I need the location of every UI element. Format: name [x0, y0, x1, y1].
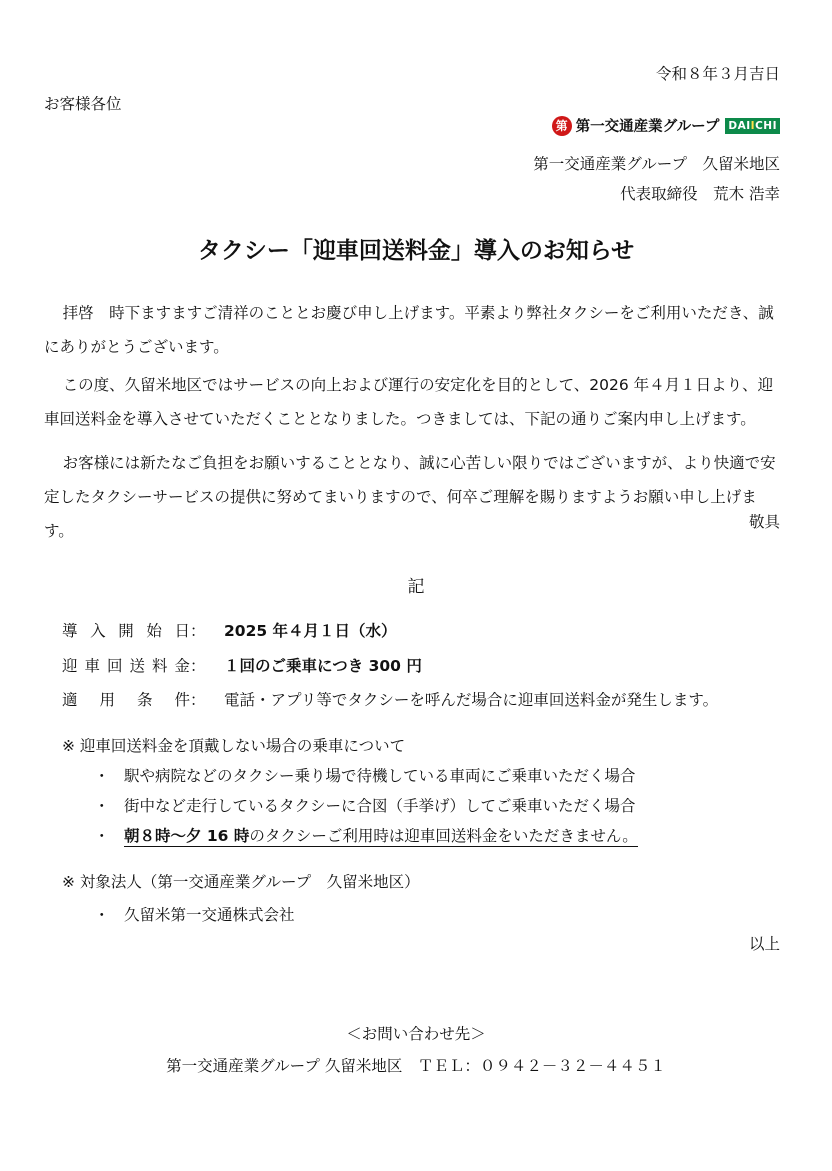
ki-heading: 記 [407, 577, 425, 597]
condition-label [62, 688, 190, 710]
label-char: 金 [174, 657, 190, 675]
label-char: 開 [118, 622, 134, 640]
sender-name: 代表取締役 荒木 浩幸 [620, 185, 780, 203]
underlined-note [124, 827, 638, 847]
company-mark-icon: 第 [552, 116, 572, 136]
bullet-icon: ・ [94, 767, 110, 785]
label-char: 日 [174, 622, 190, 640]
start-date-value: 2025 年４月１日（水） [224, 622, 397, 640]
exempt-heading: ※ 迎車回送料金を頂戴しない場合の乗車について [62, 737, 406, 755]
condition-value: 電話・アプリ等でタクシーを呼んだ場合に迎車回送料金が発生します。 [224, 691, 719, 709]
contact-heading: ＜お問い合わせ先＞ [346, 1025, 486, 1043]
logo-text: 第一交通産業グループ [575, 119, 720, 135]
fee-colon: ： [190, 657, 206, 675]
label-char: 件 [174, 691, 190, 709]
document-date: 令和８年３月吉日 [655, 65, 780, 83]
label-char: 迎 [62, 657, 78, 675]
logo-badge-right: CHI [755, 119, 777, 132]
condition-colon: ： [190, 691, 206, 709]
label-char: 車 [84, 657, 100, 675]
label-char: 入 [90, 622, 106, 640]
list-item [124, 824, 638, 846]
bullet-icon: ・ [94, 827, 110, 845]
label-char: 回 [106, 657, 123, 675]
start-date-label [62, 619, 190, 641]
time-range: 朝８時〜夕 16 時 [124, 827, 250, 845]
logo-badge-sep: I [750, 119, 756, 132]
end-word: 以上 [748, 935, 780, 953]
label-char: 料 [151, 657, 168, 675]
fee-value: １回のご乗車につき 300 円 [224, 657, 422, 675]
logo-badge [725, 118, 780, 134]
body-paragraph-2: この度、久留米地区ではサービスの向上および運行の安定化を目的として、2026 年４月１日より、迎車回送料金を導入させていただくこととなりました。つきましては、下記の通りご案内申し上げます。 [44, 376, 774, 428]
label-char: 用 [99, 691, 115, 709]
start-date-colon: ： [190, 622, 206, 640]
recipient: お客様各位 [44, 95, 122, 113]
label-char: 送 [129, 657, 145, 675]
label-char: 条 [136, 691, 153, 709]
target-heading: ※ 対象法人（第一交通産業グループ 久留米地区） [62, 873, 420, 891]
list-item: 駅や病院などのタクシー乗り場で待機している車両にご乗車いただく場合 [124, 767, 636, 785]
bullet-icon: ・ [94, 906, 110, 924]
contact-phone: 第一交通産業グループ 久留米地区 ＴＥＬ：０９４２－３２－４４５１ [166, 1057, 666, 1075]
label-char: 適 [62, 691, 78, 709]
time-range-note: のタクシーご利用時は迎車回送料金をいただきません。 [249, 827, 638, 845]
body-paragraph-3: お客様には新たなご負担をお願いすることとなり、誠に心苦しい限りではございますが、より快適で安定したタクシーサービスの提供に努めてまいりますので、何卒ご理解を賜りますようお願い申し上げます。 [44, 454, 776, 540]
sender-organization: 第一交通産業グループ 久留米地区 [533, 155, 780, 173]
label-char: 始 [146, 622, 162, 640]
body-paragraph-1: 拝啓 時下ますますご清祥のこととお慶び申し上げます。平素より弊社タクシーをご利用いただき、誠にありがとうございます。 [44, 304, 774, 356]
list-item: 久留米第一交通株式会社 [124, 906, 295, 924]
closing-word: 敬具 [748, 513, 780, 531]
fee-label [62, 654, 190, 676]
logo-badge-left: DAI [728, 119, 751, 132]
document-title: タクシー「迎車回送料金」導入のお知らせ [197, 238, 635, 264]
label-char: 導 [62, 622, 78, 640]
list-item: 街中など走行しているタクシーに合図（手挙げ）してご乗車いただく場合 [124, 797, 636, 815]
bullet-icon: ・ [94, 797, 110, 815]
company-logo [552, 115, 780, 136]
